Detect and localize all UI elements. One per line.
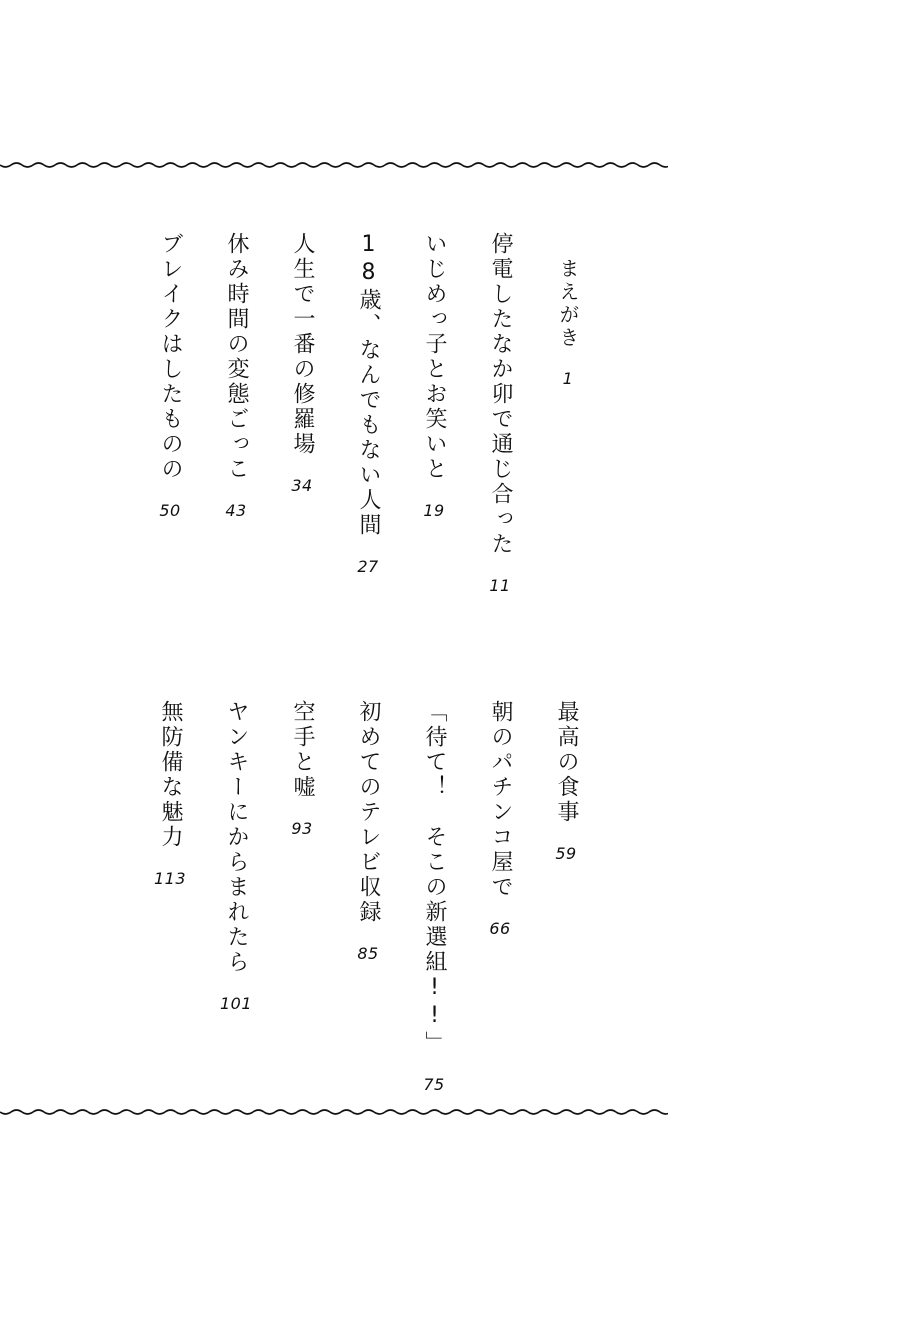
toc-entry-title: 初めてのテレビ収録 <box>356 700 381 925</box>
toc-entry-title: 18歳、なんでもない人間 <box>356 232 381 538</box>
toc-entry-chapter-7[interactable] <box>546 700 586 863</box>
toc-entry-title: 朝のパチンコ屋で <box>488 700 513 900</box>
toc-entry-page: 34 <box>291 476 313 495</box>
toc-entry-title: 空手と嘘 <box>290 700 315 800</box>
toc-entry-chapter-3[interactable] <box>348 232 388 576</box>
toc-entry-page: 1 <box>562 369 574 388</box>
toc-entry-title: まえがき <box>556 258 580 350</box>
toc-entry-title: 停電したなか卯で通じ合った <box>488 232 513 557</box>
toc-entry-page: 19 <box>423 501 445 520</box>
toc-entry-chapter-4[interactable] <box>282 232 322 495</box>
toc-entry-chapter-1[interactable] <box>480 232 520 595</box>
toc-entry-title: いじめっ子とお笑いと <box>422 232 447 482</box>
toc-entry-page: 113 <box>153 869 187 888</box>
toc-entry-title: ヤンキーにからまれたら <box>224 700 249 975</box>
toc-entry-title: 無防備な魅力 <box>158 700 183 850</box>
toc-entry-page: 59 <box>555 844 577 863</box>
toc-entry-chapter-9[interactable] <box>414 700 454 1094</box>
toc-entry-chapter-10[interactable] <box>348 700 388 963</box>
toc-entry-chapter-5[interactable] <box>216 232 256 520</box>
toc-entry-title: 休み時間の変態ごっこ <box>224 232 249 482</box>
toc-entry-chapter-2[interactable] <box>414 232 454 520</box>
toc-entry-title: 最高の食事 <box>554 700 579 825</box>
toc-entry-page: 85 <box>357 944 379 963</box>
toc-entry-page: 66 <box>489 919 511 938</box>
toc-entry-chapter-6[interactable] <box>150 232 190 520</box>
toc-entry-page: 50 <box>159 501 181 520</box>
toc-entry-chapter-13[interactable] <box>150 700 190 888</box>
toc-entry-page: 75 <box>423 1075 445 1094</box>
toc-entry-page: 27 <box>357 557 379 576</box>
toc-entry-title: 「待て！ そこの新選組!!」 <box>422 700 447 1056</box>
toc-entry-title: 人生で一番の修羅場 <box>290 232 315 457</box>
toc-entry-chapter-12[interactable] <box>216 700 256 1013</box>
toc-entry-title: ブレイクはしたものの <box>158 232 183 482</box>
toc-entry-chapter-11[interactable] <box>282 700 322 838</box>
toc-entry-page: 43 <box>225 501 247 520</box>
top-wavy-divider <box>0 157 668 173</box>
toc-entry-page: 11 <box>489 576 511 595</box>
toc-entry-page: 93 <box>291 819 313 838</box>
toc-entry-maegaki[interactable] <box>548 258 588 388</box>
toc-entry-page: 101 <box>219 994 253 1013</box>
toc-entry-chapter-8[interactable] <box>480 700 520 938</box>
bottom-wavy-divider <box>0 1104 668 1120</box>
